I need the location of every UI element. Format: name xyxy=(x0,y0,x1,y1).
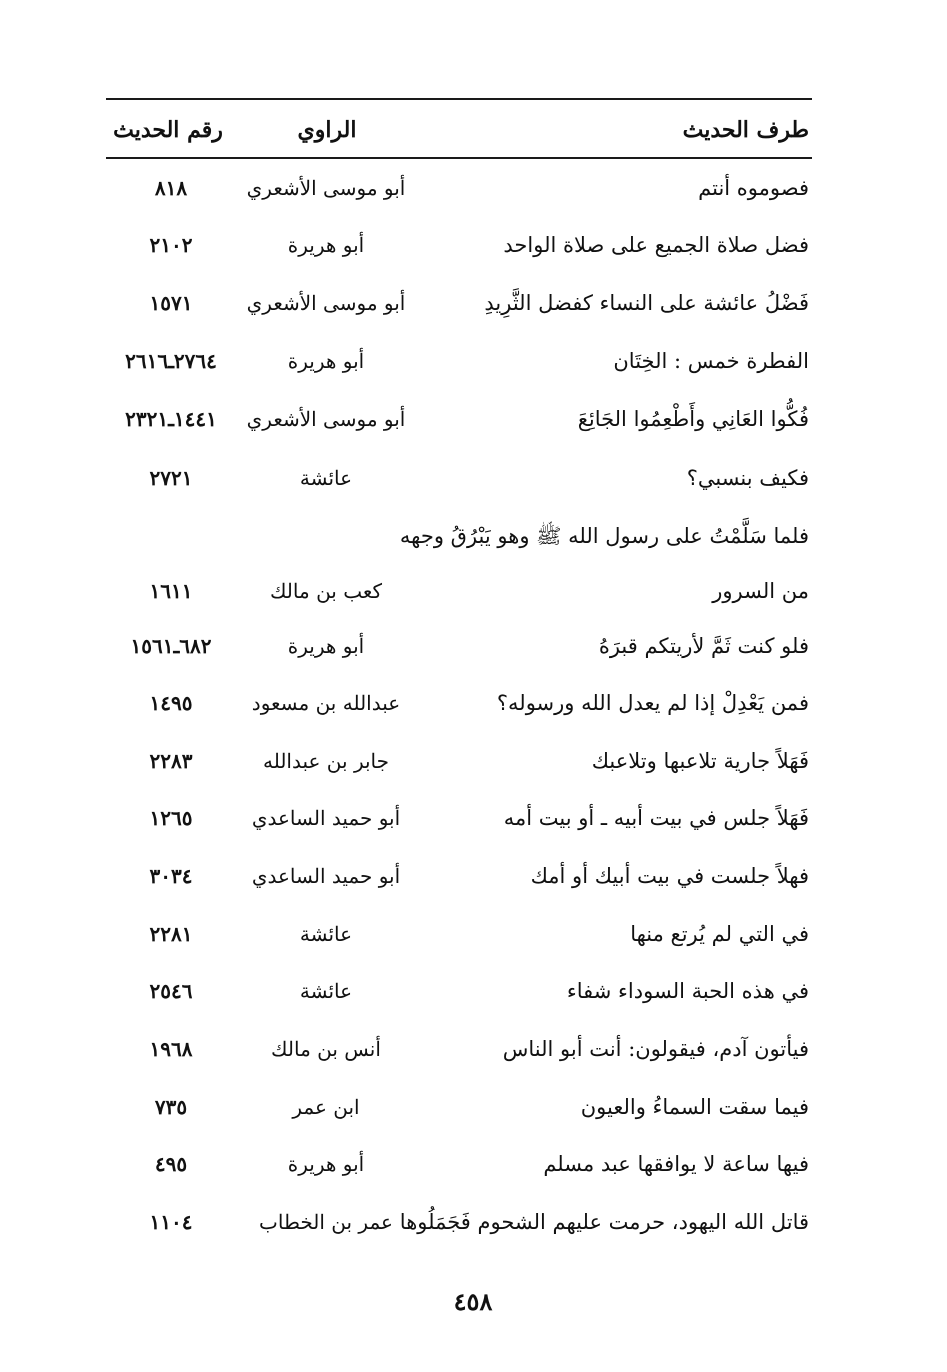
hadith-number: ٢٥٤٦ xyxy=(149,979,193,1003)
hadith-number: ٦٨٢ـ١٥٦١ xyxy=(130,634,212,658)
hadith-text: فلو كنت ثَمَّ لأريتكم قبرَهُ xyxy=(598,634,809,658)
hadith-text: فهلاً جلست في بيت أبيك أو أمك xyxy=(530,864,809,888)
hadith-number: ١٢٦٥ xyxy=(149,806,193,830)
hadith-text: فصوموه أنتم xyxy=(698,176,809,200)
hadith-text: فيما سقت السماءُ والعيون xyxy=(580,1095,809,1119)
hadith-number: ٢٧٦٤ـ٢٦١٦ xyxy=(125,349,217,373)
hadith-text: في التي لم يُرتع منها xyxy=(630,922,809,946)
hadith-number xyxy=(104,516,238,556)
narrator: أبو هريرة xyxy=(287,1152,365,1176)
hadith-text: فَهَلاً جارية تلاعبها وتلاعبك xyxy=(591,749,809,773)
narrator: ابن عمر xyxy=(292,1095,360,1119)
hadith-number: ٢٢٨١ xyxy=(149,922,193,946)
narrator: أبو حميد الساعدي xyxy=(251,864,401,888)
narrator: عائشة xyxy=(299,922,353,946)
narrator: أبو موسى الأشعري xyxy=(246,291,406,315)
hadith-text: فضل صلاة الجميع على صلاة الواحد xyxy=(503,233,809,257)
narrator: أنس بن مالك xyxy=(271,1037,381,1061)
hadith-text: فيها ساعة لا يوافقها عبد مسلم xyxy=(543,1152,809,1176)
narrator: أبو هريرة xyxy=(287,349,365,373)
narrator: عائشة xyxy=(299,979,353,1003)
narrator: كعب بن مالك xyxy=(269,579,383,603)
hadith-number: ١٥٧١ xyxy=(149,291,193,315)
narrator: أبو هريرة xyxy=(287,233,365,257)
hadith-text: قاتل الله اليهود، حرمت عليهم الشحوم فَجَمَلُوها xyxy=(399,1210,809,1234)
narrator: عائشة xyxy=(299,466,353,490)
narrator: أبو موسى الأشعري xyxy=(246,407,406,431)
hadith-number: ٣٠٣٤ xyxy=(149,864,193,888)
header-hadith-number: رقم الحديث xyxy=(113,117,223,143)
hadith-number: ٢٧٢١ xyxy=(149,466,193,490)
hadith-number: ١٩٦٨ xyxy=(149,1037,193,1061)
narrator xyxy=(240,516,412,556)
hadith-number: ٨١٨ xyxy=(154,176,188,200)
hadith-text: فكيف بنسبي؟ xyxy=(686,466,809,490)
hadith-text: فيأتون آدم، فيقولون: أنت أبو الناس xyxy=(502,1037,809,1061)
hadith-text: فلما سَلَّمْتُ على رسول الله ﷺ وهو يَبْرُقُ وجهه xyxy=(399,524,809,548)
hadith-text: الفطرة خمس : الخِتَان xyxy=(613,349,809,373)
page-number: ٤٥٨ xyxy=(453,1287,493,1316)
hadith-text: في هذه الحبة السوداء شفاء xyxy=(566,979,809,1003)
narrator: عمر بن الخطاب xyxy=(259,1210,393,1234)
hadith-text: فَضْلُ عائشة على النساء كفضل الثَّرِيدِ xyxy=(484,291,809,315)
narrator: أبو موسى الأشعري xyxy=(246,176,406,200)
hadith-number: ١٦١١ xyxy=(149,579,193,603)
hadith-text: فمن يَعْدِلْ إذا لم يعدل الله ورسوله؟ xyxy=(496,691,809,715)
hadith-number: ١٤٤١ـ٢٣٢١ xyxy=(125,407,217,431)
narrator: أبو هريرة xyxy=(287,634,365,658)
hadith-number: ٤٩٥ xyxy=(154,1152,188,1176)
hadith-number: ٢١٠٢ xyxy=(149,233,193,257)
narrator: عبدالله بن مسعود xyxy=(251,691,401,715)
hadith-number: ٧٣٥ xyxy=(154,1095,188,1119)
hadith-number: ٢٢٨٣ xyxy=(149,749,193,773)
narrator: جابر بن عبدالله xyxy=(262,749,390,773)
hadith-text: فُكُّوا العَانِي وأَطْعِمُوا الجَائِعَ xyxy=(577,407,809,431)
hadith-number: ١١٠٤ xyxy=(149,1210,193,1234)
hadith-text: فَهَلاً جلس في بيت أبيه ـ أو بيت أمه xyxy=(503,806,809,830)
header-hadith-text: طرف الحديث xyxy=(682,117,809,143)
header-narrator: الراوي xyxy=(297,117,357,143)
hadith-number: ١٤٩٥ xyxy=(149,691,193,715)
narrator: أبو حميد الساعدي xyxy=(251,806,401,830)
hadith-text: من السرور xyxy=(712,579,809,603)
